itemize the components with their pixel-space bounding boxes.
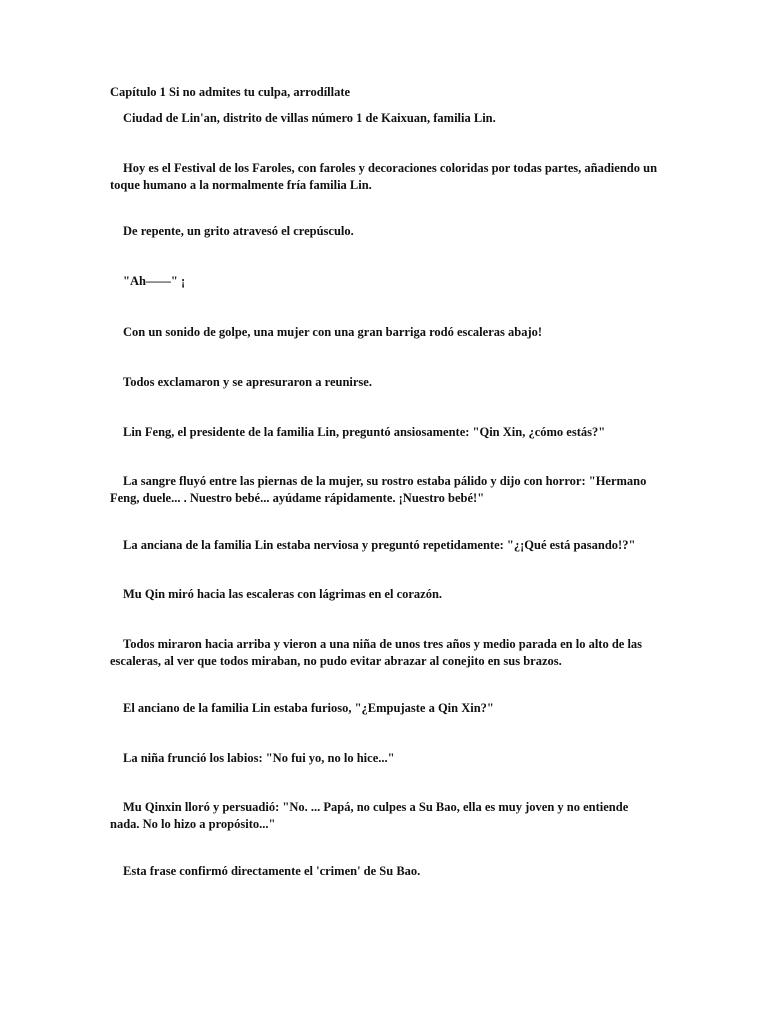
chapter-title: Capítulo 1 Si no admites tu culpa, arrodíllate <box>110 85 351 99</box>
paragraph-2: Hoy es el Festival de los Faroles, con faroles y decoraciones coloridas por todas partes, añadiendo un toque humano a la normalmente fría familia Lin. <box>110 161 658 192</box>
paragraph-9: La anciana de la familia Lin estaba nerviosa y preguntó repetidamente: "¿¡Qué está pasando!?" <box>123 538 636 552</box>
paragraph-1: Ciudad de Lin'an, distrito de villas número 1 de Kaixuan, familia Lin. <box>123 111 496 125</box>
paragraph-11: Todos miraron hacia arriba y vieron a una niña de unos tres años y medio parada en lo alto de las escaleras, al ver que todos miraban, no pudo evitar abrazar al conejito en sus brazos. <box>110 637 643 668</box>
paragraph-4: "Ah——" ¡ <box>123 274 186 288</box>
paragraph-14: Mu Qinxin lloró y persuadió: "No. ... Papá, no culpes a Su Bao, ella es muy joven y no entiende nada. No lo hizo a propósito..." <box>110 800 629 831</box>
paragraph-10: Mu Qin miró hacia las escaleras con lágrimas en el corazón. <box>123 587 443 601</box>
paragraph-13: La niña frunció los labios: "No fui yo, no lo hice..." <box>123 751 395 765</box>
paragraph-12: El anciano de la familia Lin estaba furioso, "¿Empujaste a Qin Xin?" <box>123 701 494 715</box>
paragraph-8: La sangre fluyó entre las piernas de la mujer, su rostro estaba pálido y dijo con horror: "Hermano Feng, duele... . Nuestro bebé... ayúdame rápidamente. ¡Nuestro bebé!" <box>110 474 647 505</box>
paragraph-15: Esta frase confirmó directamente el 'crimen' de Su Bao. <box>123 864 421 878</box>
paragraph-5: Con un sonido de golpe, una mujer con una gran barriga rodó escaleras abajo! <box>123 325 543 339</box>
paragraph-3: De repente, un grito atravesó el crepúsculo. <box>123 224 354 238</box>
paragraph-6: Todos exclamaron y se apresuraron a reunirse. <box>123 375 372 389</box>
paragraph-7: Lin Feng, el presidente de la familia Lin, preguntó ansiosamente: "Qin Xin, ¿cómo estás?" <box>123 425 606 439</box>
